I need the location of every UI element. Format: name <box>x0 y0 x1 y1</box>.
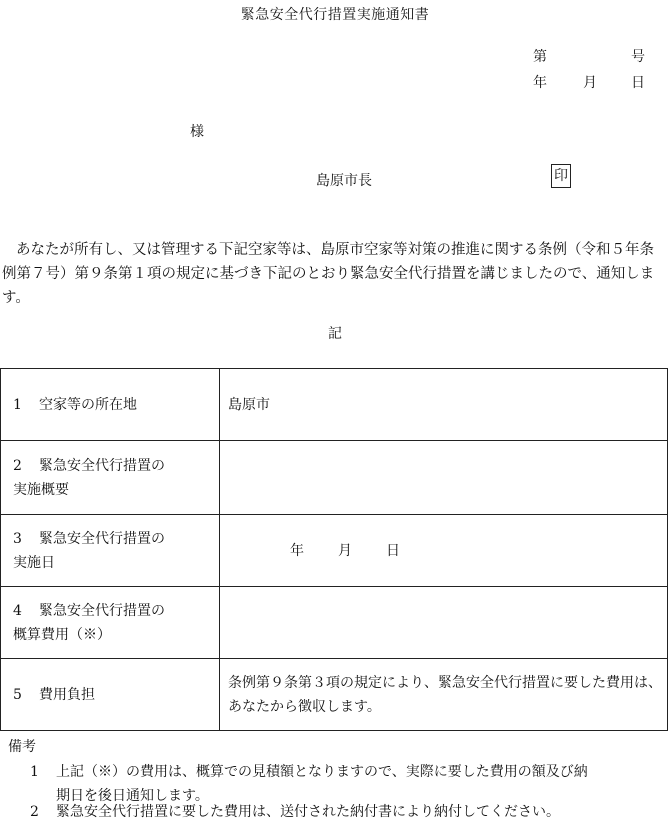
row-number: 5 <box>13 686 22 703</box>
table-row <box>1 659 668 731</box>
row-label <box>1 587 220 659</box>
date-month-label: 月 <box>583 75 597 91</box>
ki-heading: 記 <box>328 326 342 342</box>
body-paragraph: あなたが所有し、又は管理する下記空家等は、島原市空家等対策の推進に関する条例（令和５年条例第７号）第９条第１項の規定に基づき下記のとおり緊急安全代行措置を講じましたので、通知します。 <box>2 242 655 306</box>
row-label <box>1 659 220 731</box>
date-year-label: 年 <box>533 75 547 91</box>
row-label-continuation: 実施概要 <box>13 481 69 498</box>
table-row <box>1 515 668 587</box>
row-value <box>220 587 668 659</box>
notes-heading: 備考 <box>8 739 36 755</box>
row-number: 2 <box>13 457 22 474</box>
row-label-continuation: 実施日 <box>13 554 55 571</box>
note-number: 1 <box>30 764 39 780</box>
row-value-date <box>220 515 668 587</box>
addressee-suffix: 様 <box>190 124 204 140</box>
row-label <box>1 515 220 587</box>
row-number: 1 <box>13 396 22 413</box>
document-date <box>533 72 645 92</box>
seal-stamp: 印 <box>551 164 571 188</box>
row-label-text: 緊急安全代行措置の <box>39 457 165 474</box>
note-text-continuation: 期日を後日通知します。 <box>56 788 209 804</box>
row-label-text: 費用負担 <box>39 686 95 703</box>
table-row <box>1 369 668 441</box>
note-number: 2 <box>30 804 39 820</box>
table-row <box>1 587 668 659</box>
notice-table <box>0 368 668 731</box>
value-year-label: 年 <box>290 542 304 559</box>
value-month-label: 月 <box>338 542 352 559</box>
row-number: 4 <box>13 602 22 619</box>
row-number: 3 <box>13 530 22 547</box>
row-value <box>220 441 668 515</box>
note-text: 上記（※）の費用は、概算での見積額となりますので、実際に要した費用の額及び納 <box>56 764 588 780</box>
document-number-prefix: 第 <box>533 49 547 65</box>
document-title: 緊急安全代行措置実施通知書 <box>240 7 430 23</box>
note-item <box>30 800 662 824</box>
row-label-text: 緊急安全代行措置の <box>39 530 165 547</box>
row-label <box>1 441 220 515</box>
row-value: 島原市 <box>220 369 668 441</box>
row-label-continuation: 概算費用（※） <box>13 626 111 643</box>
row-value: 条例第９条第３項の規定により、緊急安全代行措置に要した費用は、あなたから徴収します。 <box>220 659 668 731</box>
date-day-label: 日 <box>631 75 645 91</box>
row-label-text: 空家等の所在地 <box>39 396 137 413</box>
document-number <box>533 46 645 66</box>
row-label <box>1 369 220 441</box>
document-number-suffix: 号 <box>631 49 645 65</box>
value-day-label: 日 <box>386 542 400 559</box>
issuer-name: 島原市長 <box>316 173 372 189</box>
note-text: 緊急安全代行措置に要した費用は、送付された納付書により納付してください。 <box>56 804 560 820</box>
table-row <box>1 441 668 515</box>
row-label-text: 緊急安全代行措置の <box>39 602 165 619</box>
